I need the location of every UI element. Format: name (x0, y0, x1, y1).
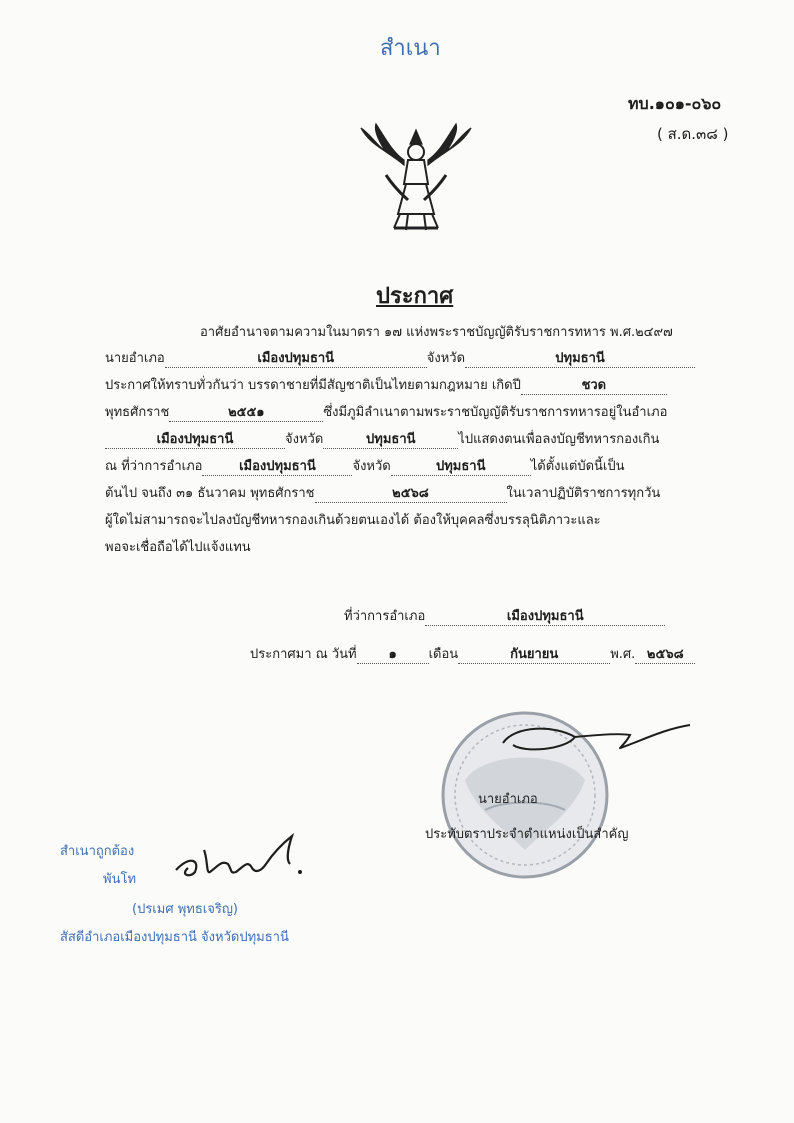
footer-office-label: ที่ว่าการอำเภอ (344, 609, 426, 624)
body-line-2 (105, 350, 695, 368)
certify-position: สัสดีอำเภอเมืองปทุมธานี จังหวัดปทุมธานี (60, 930, 289, 945)
office-hours-text: ในเวลาปฏิบัติราชการทุกวัน (506, 486, 661, 501)
birth-year-value: ๒๕๕๑ (169, 405, 323, 422)
proxy-text-2: พอจะเชื่อถือได้ไปแจ้งแทน (105, 540, 251, 555)
footer-office-line (344, 608, 665, 626)
province-label-2: จังหวัด (285, 432, 324, 447)
province-label-3: จังหวัด (352, 459, 391, 474)
certify-rank: พันโท (103, 872, 137, 887)
buddhist-era-label: พุทธศักราช (105, 405, 170, 420)
body-line-1 (200, 324, 673, 342)
announcement-title: ประกาศ (376, 284, 454, 309)
proxy-text: ผู้ใดไม่สามารถจะไปลงบัญชีทหารกองเกินด้วยตนเองได้ ต้องให้บุคคลซึ่งบรรลุนิติภาวะและ (105, 513, 601, 528)
deadline-year: ๒๕๖๘ (315, 486, 507, 503)
certify-line: สำเนาถูกต้อง (60, 844, 135, 859)
footer-office-value: เมืองปทุมธานี (425, 609, 665, 626)
domicile-district: เมืองปทุมธานี (105, 432, 285, 449)
office-label: ณ ที่ว่าการอำเภอ (105, 459, 203, 474)
body-line-8 (105, 512, 601, 530)
date-year: ๒๕๖๘ (635, 647, 695, 664)
body-line-4 (105, 404, 667, 422)
from-now-text: ได้ตั้งแต่บัดนี้เป็น (530, 459, 625, 474)
year-label: พ.ศ. (610, 647, 636, 662)
district-label: นายอำเภอ (105, 351, 165, 366)
body-line-9 (105, 539, 251, 557)
footer-date-line (250, 646, 695, 664)
birth-year-name: ชวด (521, 378, 667, 395)
handwritten-signature-icon (170, 830, 310, 890)
signer-title: นายอำเภอ (478, 792, 538, 807)
province-value: ปทุมธานี (465, 351, 695, 368)
date-month: กันยายน (458, 647, 610, 664)
body-line-6 (105, 458, 625, 476)
garuda-emblem-icon (356, 120, 476, 240)
domicile-text: ซึ่งมีภูมิลำเนาตามพระราชบัญญัติรับราชการทหารอยู่ในอำเภอ (323, 405, 668, 420)
copy-stamp: สำเนา (380, 36, 441, 61)
certify-name: (ปรเมศ พุทธเจริญ) (132, 902, 238, 917)
month-label: เดือน (428, 647, 459, 662)
register-text: ไปแสดงตนเพื่อลงบัญชีทหารกองเกิน (458, 432, 660, 447)
body-line-3 (105, 377, 667, 395)
domicile-province: ปทุมธานี (323, 432, 458, 449)
body-authority-text: อาศัยอำนาจตามความในมาตรา ๑๗ แห่งพระราชบัญญัติรับราชการทหาร พ.ศ.๒๔๙๗ (200, 325, 673, 340)
date-day: ๑ (357, 647, 429, 664)
document-code: ทบ.๑๐๑-๐๖๐ (628, 94, 722, 113)
seal-note: ประทับตราประจำตำแหน่งเป็นสำคัญ (425, 827, 629, 842)
document-subcode: ( ส.ด.๓๘ ) (657, 125, 729, 143)
body-line-5 (105, 431, 659, 449)
deadline-text: ต้นไป จนถึง ๓๑ ธันวาคม พุทธศักราช (105, 486, 315, 501)
office-district: เมืองปทุมธานี (202, 459, 352, 476)
province-label: จังหวัด (426, 351, 466, 366)
office-province: ปทุมธานี (391, 459, 531, 476)
announcement-text: ประกาศให้ทราบทั่วกันว่า บรรดาชายที่มีสัญชาติเป็นไทยตามกฎหมาย เกิดปี (105, 378, 521, 393)
signature-icon (495, 715, 695, 775)
district-value: เมืองปทุมธานี (165, 351, 427, 368)
date-label: ประกาศมา ณ วันที่ (250, 647, 357, 662)
body-line-7 (105, 485, 660, 503)
